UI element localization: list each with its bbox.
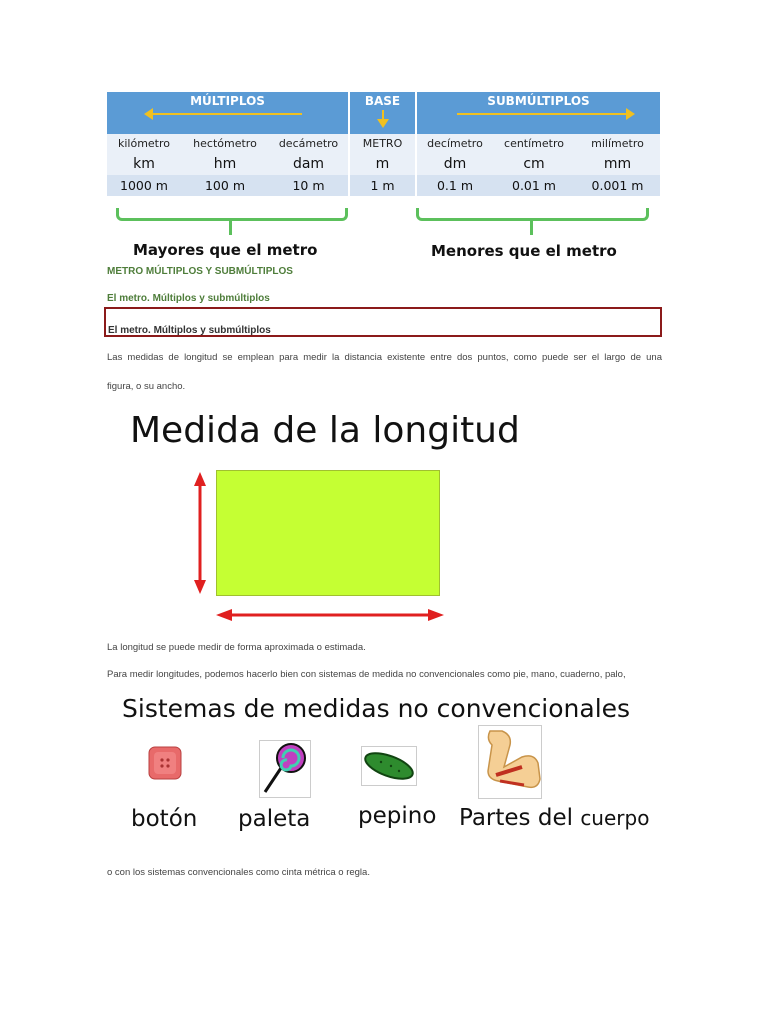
unit-name: METRO [350,134,415,154]
greater-than-meter-label: Mayores que el metro [133,241,318,259]
unit-symbol: hm [181,154,269,175]
left-arrow-icon [152,113,302,115]
base-header [350,92,415,134]
unit-symbol: mm [575,154,660,175]
button-label: botón [131,806,198,832]
unit-value: 0.001 m [575,175,660,196]
submultiples-header [417,92,660,134]
down-arrow-icon [382,110,384,120]
unit-value: 0.01 m [493,175,575,196]
metric-units-table [107,92,660,196]
paragraph-2: La longitud se puede medir de forma aproximada o estimada. [107,642,366,653]
unit-name: decámetro [269,134,348,154]
paragraph-4: o con los sistemas convencionales como cinta métrica o regla. [107,867,370,878]
button-icon [148,746,182,780]
unit-value: 10 m [269,175,348,196]
unit-value: 1 m [350,175,415,196]
right-brace-icon [416,208,649,221]
boxed-heading-text: El metro. Múltiplos y submúltiplos [108,325,271,336]
unit-symbol: km [107,154,181,175]
multiples-header-label: MÚLTIPLOS [190,94,265,108]
unit-symbol: dam [269,154,348,175]
arm-icon [478,725,542,799]
base-header-label: BASE [364,94,401,108]
page-subtitle: El metro. Múltiplos y submúltiplos [107,293,270,304]
paragraph-3: Para medir longitudes, podemos hacerlo bien con sistemas de medida no convencionales como pie, mano, cuaderno, palo, [107,669,626,680]
multiples-header [107,92,348,134]
lollipop-label: paleta [238,806,311,832]
unit-name: centímetro [493,134,575,154]
table-divider [348,92,350,196]
unit-value: 0.1 m [417,175,493,196]
unit-symbol: cm [493,154,575,175]
green-rectangle [216,470,440,596]
unit-symbol: dm [417,154,493,175]
body-parts-label [459,805,649,831]
paragraph-1-line-1: Las medidas de longitud se emplean para medir la distancia existente entre dos puntos, como puede ser el largo de una [107,352,662,363]
boxed-heading [104,307,662,337]
right-brace-stem [530,221,533,235]
unit-name: kilómetro [107,134,181,154]
cucumber-label: pepino [358,803,437,829]
unit-value: 1000 m [107,175,181,196]
unit-name: hectómetro [181,134,269,154]
unit-value: 100 m [181,175,269,196]
page-title: METRO MÚLTIPLOS Y SUBMÚLTIPLOS [107,266,293,277]
lollipop-icon [259,740,311,798]
figure-2-title: Sistemas de medidas no convencionales [122,694,631,723]
table-divider [415,92,417,196]
less-than-meter-label: Menores que el metro [431,242,617,260]
figure-1-title: Medida de la longitud [130,410,520,451]
unit-name: decímetro [417,134,493,154]
left-brace-icon [116,208,348,221]
body-parts-label-small: cuerpo [580,806,650,830]
unit-name: milímetro [575,134,660,154]
unit-symbol: m [350,154,415,175]
right-arrow-icon [457,113,627,115]
submultiples-header-label: SUBMÚLTIPLOS [487,94,590,108]
body-parts-label-main: Partes del [459,805,573,831]
paragraph-1-line-2: figura, o su ancho. [107,381,186,392]
cucumber-icon [361,746,417,786]
left-brace-stem [229,221,232,235]
